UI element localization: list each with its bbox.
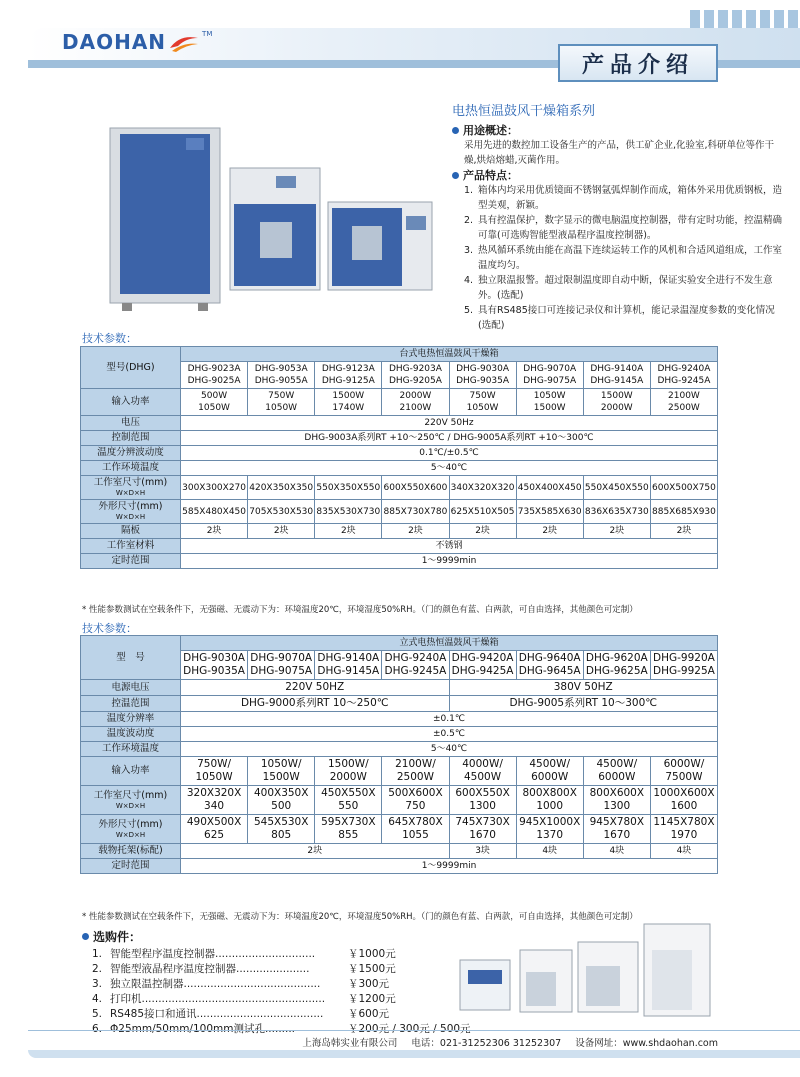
ambient-value: 5～40℃ (181, 742, 718, 757)
table-cell: 2块 (181, 524, 248, 539)
feature-item: 3. 热风循环系统由能在高温下连续运转工作的风机和合适风道组成，工作室温度均匀。 (464, 245, 783, 271)
table-row (81, 431, 718, 446)
list-item: 5. RS485接口和通讯...................................... ￥600元 (92, 1008, 390, 1020)
table-cell: 835X530X730 (315, 500, 382, 524)
bullet-icon (452, 127, 459, 134)
phone: 电话：021-31252306 31252307 (411, 1037, 562, 1049)
table-cell: 735X585X630 (516, 500, 583, 524)
table-cell: 1050W 1500W (516, 389, 583, 416)
table-row (81, 476, 718, 500)
ambient-label: 工作环境温度 (81, 742, 181, 757)
timer-value: 1～9999min (181, 554, 718, 569)
header-rule (28, 60, 558, 68)
table-row (81, 757, 718, 786)
table-cell: 750W 1050W (449, 389, 516, 416)
list-item: 4. 打印机....................................................... ￥1200元 (92, 993, 396, 1005)
table-cell: DHG-9030A DHG-9035A (449, 362, 516, 389)
table-cell: 550X450X550 (583, 476, 650, 500)
outer-label: 外形尺寸(mm) W×D×H (81, 815, 181, 844)
product-photo (100, 120, 440, 320)
logo-tm: TM (202, 30, 213, 38)
shelf-label: 隔板 (81, 524, 181, 539)
voltage-label: 电源电压 (81, 680, 181, 696)
table-cell: 2块 (315, 524, 382, 539)
list-item: 1. 智能型程序温度控制器.............................. ￥1000元 (92, 948, 396, 960)
feature-list (452, 183, 782, 333)
table-cell: 945X1000X 1370 (516, 815, 583, 844)
model-label: 型号(DHG) (81, 347, 181, 389)
outer-label: 外形尺寸(mm) W×D×H (81, 500, 181, 524)
table-cell: 340X320X320 (449, 476, 516, 500)
table-cell: 885X730X780 (382, 500, 449, 524)
tray-value-a: 2块 (181, 844, 450, 859)
table-row (81, 539, 718, 554)
company-name: 上海岛韩实业有限公司 (302, 1037, 398, 1049)
table-cell: 800X600X 1300 (583, 786, 650, 815)
table-cell: 600X500X750 (650, 476, 717, 500)
table-cell: 595X730X 855 (315, 815, 382, 844)
table-cell: 450X550X 550 (315, 786, 382, 815)
chamber-label: 工作室尺寸(mm) W×D×H (81, 786, 181, 815)
table-cell: DHG-9240A DHG-9245A (382, 651, 449, 680)
fluct-value: ±0.5℃ (181, 727, 718, 742)
table-row (81, 554, 718, 569)
header-rule-right (718, 60, 800, 68)
table-cell: 400X350X 500 (248, 786, 315, 815)
table-cell: DHG-9070A DHG-9075A (516, 362, 583, 389)
table-cell: 4块 (583, 844, 650, 859)
page-title: 产品介绍 (581, 51, 694, 78)
table-cell: 4块 (650, 844, 717, 859)
control-value-b: DHG-9005系列RT 10～300℃ (449, 696, 718, 712)
table-cell: 705X530X530 (248, 500, 315, 524)
fluct-label: 温度波动度 (81, 727, 181, 742)
table-cell: DHG-9620A DHG-9625A (583, 651, 650, 680)
material-value: 不锈钢 (181, 539, 718, 554)
table-cell: 2100W 2500W (650, 389, 717, 416)
table-cell: 320X320X 340 (181, 786, 248, 815)
logo-text: DAOHAN (62, 30, 167, 54)
table-row (81, 727, 718, 742)
table-row (81, 461, 718, 476)
list-item: 3. 独立限温控制器......................................... ￥300元 (92, 978, 390, 990)
footer-band (28, 1050, 800, 1058)
list-item: 2. 智能型液晶程序温度控制器...................... ￥1500元 (92, 963, 396, 975)
features-heading: 产品特点： (452, 168, 782, 183)
decor-stripes (690, 10, 800, 28)
feature-item: 5. 具有RS485接口可连接记录仪和计算机，能记录温湿度参数的变化情况(选配) (464, 305, 775, 331)
table-cell: 1000X600X 1600 (650, 786, 717, 815)
table-cell: 1050W/ 1500W (248, 757, 315, 786)
table-cell: 745X730X 1670 (449, 815, 516, 844)
voltage-value-b: 380V 50HZ (449, 680, 718, 696)
table-cell: 1500W 1740W (315, 389, 382, 416)
table-cell: DHG-9420A DHG-9425A (449, 651, 516, 680)
material-label: 工作室材料 (81, 539, 181, 554)
list-item: 6. Φ25mm/50mm/100mm测试孔......... ￥200元 / 300元 / 500元 (92, 1023, 471, 1035)
power-label: 输入功率 (81, 757, 181, 786)
table-cell: 1500W 2000W (583, 389, 650, 416)
table-cell: DHG-9140A DHG-9145A (315, 651, 382, 680)
options-list (82, 928, 471, 1037)
table-row (81, 712, 718, 727)
website: 设备网址：www.shdaohan.com (575, 1037, 718, 1049)
table-cell: 2块 (449, 524, 516, 539)
bullet-icon (452, 172, 459, 179)
table-cell: 2块 (516, 524, 583, 539)
resolution-label: 温度分辨波动度 (81, 446, 181, 461)
timer-value: 1～9999min (181, 859, 718, 874)
table-cell: 750W/ 1050W (181, 757, 248, 786)
table-cell: 490X500X 625 (181, 815, 248, 844)
table-cell: 4000W/ 4500W (449, 757, 516, 786)
table-row (81, 347, 718, 362)
table-cell: 836X635X730 (583, 500, 650, 524)
table-row (81, 636, 718, 651)
table-row (81, 786, 718, 815)
table-row (81, 416, 718, 431)
table-cell: 2000W 2100W (382, 389, 449, 416)
ambient-value: 5～40℃ (181, 461, 718, 476)
feature-item: 4. 独立限温报警。超过限制温度即自动中断，保证实验安全进行不发生意外。(选配) (464, 275, 773, 301)
accessories-photo (456, 920, 716, 1020)
table-cell: DHG-9920A DHG-9925A (650, 651, 717, 680)
table-cell: 500X600X 750 (382, 786, 449, 815)
note-2: * 性能参数测试在空载条件下，无强磁、无震动下为：环境温度20℃，环境湿度50%RH。（门的颜色有蓝、白两款，可自由选择，其他颜色可定制） (82, 912, 638, 922)
series-header: 立式电热恒温鼓风干燥箱 (181, 636, 718, 651)
table-row (81, 844, 718, 859)
resolution-value: ±0.1℃ (181, 712, 718, 727)
options-title: 选购件： (82, 928, 462, 945)
table-cell: DHG-9240A DHG-9245A (650, 362, 717, 389)
ambient-label: 工作环境温度 (81, 461, 181, 476)
table-cell: DHG-9070A DHG-9075A (248, 651, 315, 680)
table-cell: 585X480X450 (181, 500, 248, 524)
table-row (81, 859, 718, 874)
feature-item: 2. 具有控温保护，数字显示的微电脑温度控制器，带有定时功能，控温精确可靠(可选购智能型液晶程序温度控制器)。 (464, 215, 783, 241)
table-cell: DHG-9030A DHG-9035A (181, 651, 248, 680)
table-cell: 600X550X600 (382, 476, 449, 500)
table-cell: DHG-9053A DHG-9055A (248, 362, 315, 389)
table-cell: DHG-9140A DHG-9145A (583, 362, 650, 389)
table-cell: 550X350X550 (315, 476, 382, 500)
table-row (81, 742, 718, 757)
resolution-value: 0.1℃/±0.5℃ (181, 446, 718, 461)
table-cell: 2块 (583, 524, 650, 539)
table-cell: 4500W/ 6000W (583, 757, 650, 786)
table-cell: 750W 1050W (248, 389, 315, 416)
table-cell: DHG-9023A DHG-9025A (181, 362, 248, 389)
control-label: 控温范围 (81, 696, 181, 712)
timer-label: 定时范围 (81, 859, 181, 874)
table-row (81, 389, 718, 416)
spec-table-desktop (80, 346, 718, 569)
table-cell: DHG-9123A DHG-9125A (315, 362, 382, 389)
resolution-label: 温度分辨率 (81, 712, 181, 727)
table-cell: 600X550X 1300 (449, 786, 516, 815)
table-cell: 450X400X450 (516, 476, 583, 500)
table-cell: 885X685X930 (650, 500, 717, 524)
voltage-label: 电压 (81, 416, 181, 431)
voltage-value-a: 220V 50HZ (181, 680, 450, 696)
table-row (81, 696, 718, 712)
timer-label: 定时范围 (81, 554, 181, 569)
footer (28, 1030, 800, 1052)
series-header: 台式电热恒温鼓风干燥箱 (181, 347, 718, 362)
tech-label-2: 技术参数： (82, 622, 137, 635)
voltage-value: 220V 50Hz (181, 416, 718, 431)
page-title-box (558, 44, 718, 82)
table-row (81, 680, 718, 696)
table-row (81, 446, 718, 461)
table-row (81, 500, 718, 524)
usage-text: 采用先进的数控加工设备生产的产品，供工矿企业,化验室,科研单位等作干燥,烘焙熔蜡,灭菌作用。 (464, 140, 775, 166)
table-cell: DHG-9640A DHG-9645A (516, 651, 583, 680)
product-intro (452, 104, 782, 333)
chamber-label: 工作室尺寸(mm) W×D×H (81, 476, 181, 500)
table-cell: 2块 (650, 524, 717, 539)
table-cell: 500W 1050W (181, 389, 248, 416)
table-cell: 6000W/ 7500W (650, 757, 717, 786)
tray-label: 载物托架(标配) (81, 844, 181, 859)
logo-swoosh-icon (168, 32, 200, 54)
table-cell: DHG-9203A DHG-9205A (382, 362, 449, 389)
table-cell: 625X510X505 (449, 500, 516, 524)
table-cell: 420X350X350 (248, 476, 315, 500)
table-cell: 545X530X 805 (248, 815, 315, 844)
bullet-icon (82, 933, 89, 940)
feature-item: 1. 箱体内均采用优质镜面不锈钢氩弧焊制作而成，箱体外采用优质钢板，造型美观，新颖。 (464, 185, 783, 211)
table-cell: 800X800X 1000 (516, 786, 583, 815)
power-label: 输入功率 (81, 389, 181, 416)
table-cell: 4块 (516, 844, 583, 859)
table-cell: 645X780X 1055 (382, 815, 449, 844)
brand-logo (62, 30, 212, 54)
table-cell: 300X300X270 (181, 476, 248, 500)
table-cell: 1500W/ 2000W (315, 757, 382, 786)
model-label: 型 号 (81, 636, 181, 680)
control-value-a: DHG-9000系列RT 10～250℃ (181, 696, 450, 712)
table-cell: 3块 (449, 844, 516, 859)
control-label: 控制范围 (81, 431, 181, 446)
tech-label-1: 技术参数： (82, 332, 137, 345)
table-cell: 1145X780X 1970 (650, 815, 717, 844)
control-value: DHG-9003A系列RT +10～250℃ / DHG-9005A系列RT +10～300℃ (181, 431, 718, 446)
table-cell: 2块 (248, 524, 315, 539)
table-row (81, 815, 718, 844)
usage-heading: 用途概述： (452, 123, 782, 138)
note-1: * 性能参数测试在空载条件下，无强磁、无震动下为：环境温度20℃，环境湿度50%RH。（门的颜色有蓝、白两款，可自由选择，其他颜色可定制） (82, 605, 638, 615)
table-cell: 4500W/ 6000W (516, 757, 583, 786)
table-row (81, 524, 718, 539)
spec-table-vertical (80, 635, 718, 874)
table-cell: 2块 (382, 524, 449, 539)
table-cell: 2100W/ 2500W (382, 757, 449, 786)
table-cell: 945X780X 1670 (583, 815, 650, 844)
series-title: 电热恒温鼓风干燥箱系列 (452, 104, 596, 119)
